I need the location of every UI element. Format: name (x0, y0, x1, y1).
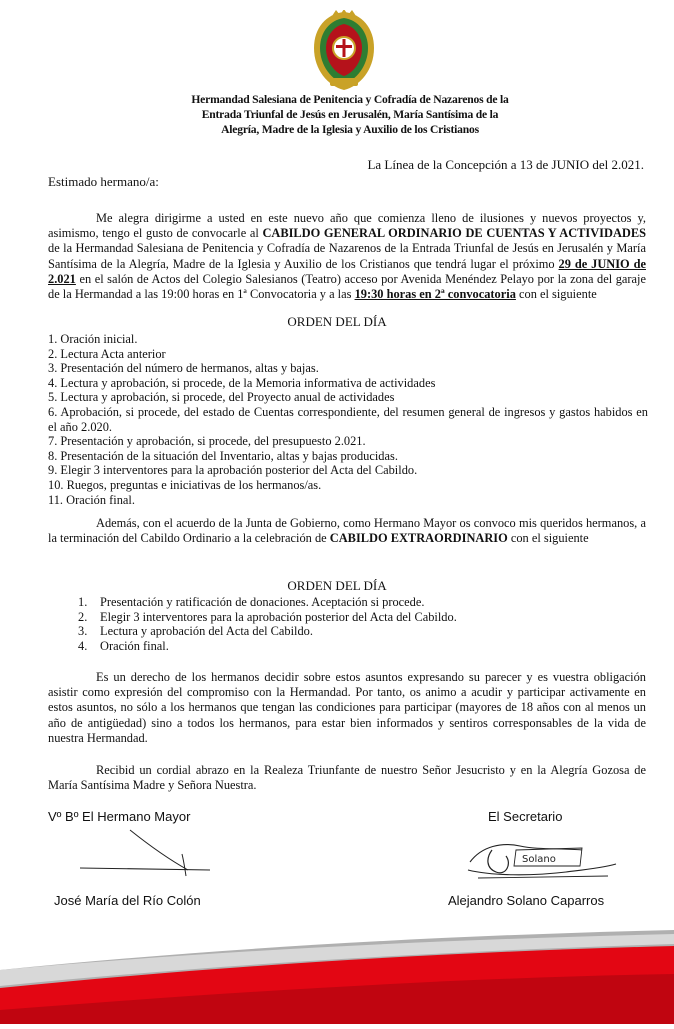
extra-cabildo-title: CABILDO EXTRAORDINARIO (329, 531, 508, 546)
list-item: 4. Lectura y aprobación, si procede, de la Memoria informativa de actividades (48, 375, 436, 390)
signature-label-left: Vº Bº El Hermano Mayor (48, 809, 191, 824)
list-item: 5. Lectura y aprobación, si procede, del Proyecto anual de actividades (48, 390, 395, 405)
list-item: 2. Lectura Acta anterior (48, 346, 166, 361)
list-item: 1. Oración inicial. (48, 332, 138, 346)
list-item: 9. Elegir 3 interventores para la aprobación posterior del Acta del Cabildo. (48, 463, 418, 478)
signature-label-right: El Secretario (488, 809, 563, 824)
agenda-heading-ordinary: ORDEN DEL DÍA (287, 314, 387, 329)
header-line-3: Alegría, Madre de la Iglesia y Auxilio de los Cristianos (221, 123, 479, 136)
list-item: 10. Ruegos, preguntas e iniciativas de los hermanos/as. (48, 477, 322, 492)
brotherhood-crest-icon (306, 10, 382, 92)
intro-text-b: de la Hermandad Salesiana de Penitencia y Cofradía de Nazarenos de la Entrada Triunfal de Jesús en Jerusalén y María Santísima de la Alegría, Madre de la Iglesia y Auxilio de los Cristianos que tendrá lugar el próximo (48, 241, 646, 271)
list-item-text: Elegir 3 interventores para la aprobación posterior del Acta del Cabildo. (100, 609, 457, 624)
footer-decoration (0, 930, 674, 1024)
intro-paragraph (48, 211, 646, 302)
list-item (78, 610, 638, 625)
extraordinary-paragraph (48, 516, 646, 546)
list-item-text: Lectura y aprobación del Acta del Cabildo. (100, 624, 313, 639)
agenda-list-ordinary (48, 332, 648, 507)
document-date: La Línea de la Concepción a 13 de JUNIO del 2.021. (367, 157, 644, 172)
signature-right (462, 832, 622, 888)
intro-text-a: Me alegra dirigirme a usted en este nuevo año que comienza lleno de ilusiones y nuevos proyectos y, asimismo, tengo el gusto de convocarle al (48, 211, 646, 241)
list-item-number: 2. (78, 609, 88, 624)
intro-cabildo-title: CABILDO GENERAL ORDINARIO DE CUENTAS Y ACTIVIDADES (262, 226, 646, 241)
list-item-number: 4. (78, 638, 88, 653)
closing-paragraph: Es un derecho de los hermanos decidir sobre estos asuntos expresando su parecer y es vuestra obligación asistir como expresión del compromiso con la Hermandad. Por tanto, os animo a acudir y participar activamente en estos asuntos, no sólo a los hermanos que tengan las condiciones para participar (mayores de 18 años con al menos un año de antigüedad) sino a todos los hermanos, para estar bien informados y sentiros corresponsables de la vida de nuestra Hermandad. (48, 670, 646, 745)
extra-text-b: con el siguiente (507, 531, 589, 546)
list-item: 7. Presentación y aprobación, si procede, del presupuesto 2.021. (48, 434, 366, 449)
signature-left (60, 826, 220, 886)
list-item-number: 1. (78, 595, 88, 609)
intro-meeting-date: 29 de JUNIO de 2.021 (48, 256, 646, 286)
signatory-name-right: Alejandro Solano Caparros (448, 893, 605, 908)
list-item-number: 3. (78, 624, 88, 639)
list-item (78, 639, 638, 654)
list-item-text: Presentación y ratificación de donaciones. Aceptación si procede. (100, 595, 425, 609)
salutation: Estimado hermano/a: (48, 174, 159, 189)
intro-second-call-time: 19:30 horas en 2ª convocatoria (354, 287, 516, 302)
list-item: 3. Presentación del número de hermanos, altas y bajas. (48, 361, 319, 376)
agenda-heading-extraordinary: ORDEN DEL DÍA (287, 578, 387, 593)
signature-handwriting: Solano (522, 854, 556, 865)
agenda-list-extraordinary (78, 595, 638, 653)
list-item: 8. Presentación de la situación del Inventario, altas y bajas producidas. (48, 448, 398, 463)
list-item (78, 624, 638, 639)
brotherhood-name (150, 92, 550, 137)
list-item: 6. Aprobación, si procede, del estado de Cuentas correspondiente, del resumen general de ingresos y gastos habidos en el año 2.020. (48, 404, 648, 434)
header-line-2: Entrada Triunfal de Jesús en Jerusalén, María Santísima de la (201, 108, 499, 121)
farewell-paragraph: Recibid un cordial abrazo en la Realeza Triunfante de nuestro Señor Jesucristo y en la Alegría Gozosa de María Santísima Madre y Señora Nuestra. (48, 763, 646, 793)
intro-text-c: en el salón de Actos del Colegio Salesianos (Teatro) acceso por Avenida Menéndez Pelayo por la zona del garaje de la Hermandad a las 19:00 horas en 1ª Convocatoria y a las (48, 271, 646, 302)
signatory-name-left: José María del Río Colón (54, 893, 201, 908)
header-line-1: Hermandad Salesiana de Penitencia y Cofradía de Nazarenos de la (191, 93, 509, 106)
list-item-text: Oración final. (100, 638, 169, 653)
intro-text-d: con el siguiente (515, 287, 597, 302)
list-item (78, 595, 638, 610)
list-item: 11. Oración final. (48, 492, 135, 507)
extra-text-a: Además, con el acuerdo de la Junta de Gobierno, como Hermano Mayor os convoco mis queridos hermanos, a la terminación del Cabildo Ordinario a la celebración de (48, 516, 646, 546)
